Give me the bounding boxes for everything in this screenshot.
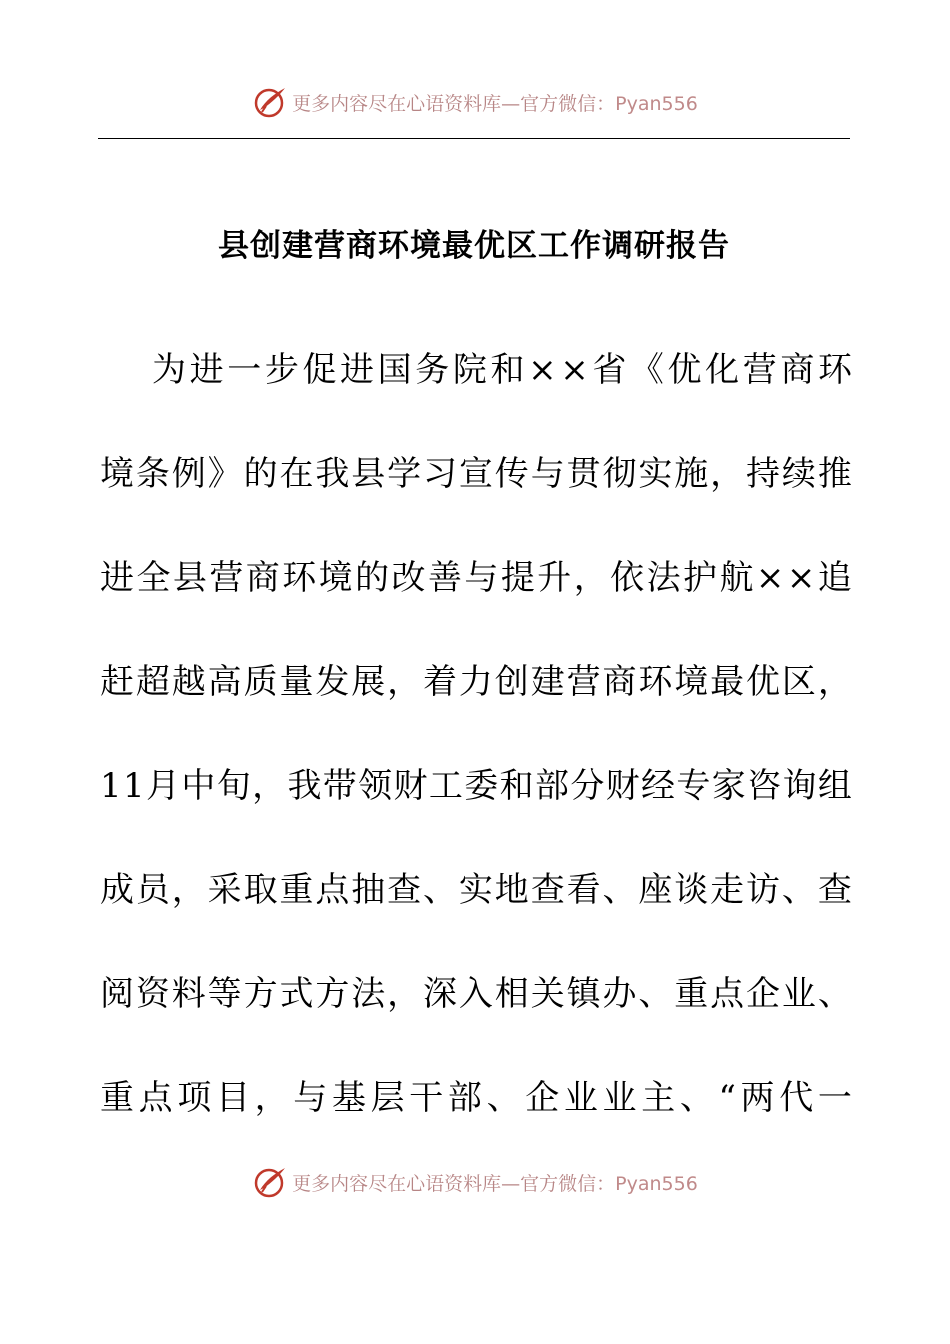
- quill-logo-icon: [252, 84, 288, 120]
- body-line: 境 条 例 》 的 在 我 县 学 习 宣 传 与 贯 彻 实 施 ， 持 续 推: [100, 454, 852, 494]
- body-line: 为 进 一 步 促 进 国 务 院 和 × × 省 《 优 化 营 商 环: [152, 350, 852, 390]
- body-line: 阅 资 料 等 方 式 方 法 ， 深 入 相 关 镇 办 、 重 点 企 业 、: [100, 974, 852, 1014]
- header-divider: [98, 138, 850, 139]
- header-watermark: [0, 82, 950, 122]
- document-body: [100, 340, 852, 1172]
- body-line: 赶 超 越 高 质 量 发 展 ， 着 力 创 建 营 商 环 境 最 优 区 ，: [100, 662, 852, 702]
- body-line: 成 员 ， 采 取 重 点 抽 查 、 实 地 查 看 、 座 谈 走 访 、 查: [100, 870, 852, 910]
- body-line: 1 1 月 中 旬 ， 我 带 领 财 工 委 和 部 分 财 经 专 家 咨 询 组: [100, 766, 852, 806]
- watermark-text: 更多内容尽在心语资料库—官方微信：Pyan556: [292, 92, 698, 115]
- watermark-text: 更多内容尽在心语资料库—官方微信：Pyan556: [292, 1172, 698, 1195]
- body-line: 进 全 县 营 商 环 境 的 改 善 与 提 升 ， 依 法 护 航 × × 追: [100, 558, 852, 598]
- document-title: 县创建营商环境最优区工作调研报告: [218, 228, 730, 264]
- footer-watermark: [0, 1162, 950, 1202]
- body-line: 重 点 项 目 ， 与 基 层 干 部 、 企 业 业 主 、 “ 两 代 一: [100, 1078, 852, 1118]
- quill-logo-icon: [252, 1164, 288, 1200]
